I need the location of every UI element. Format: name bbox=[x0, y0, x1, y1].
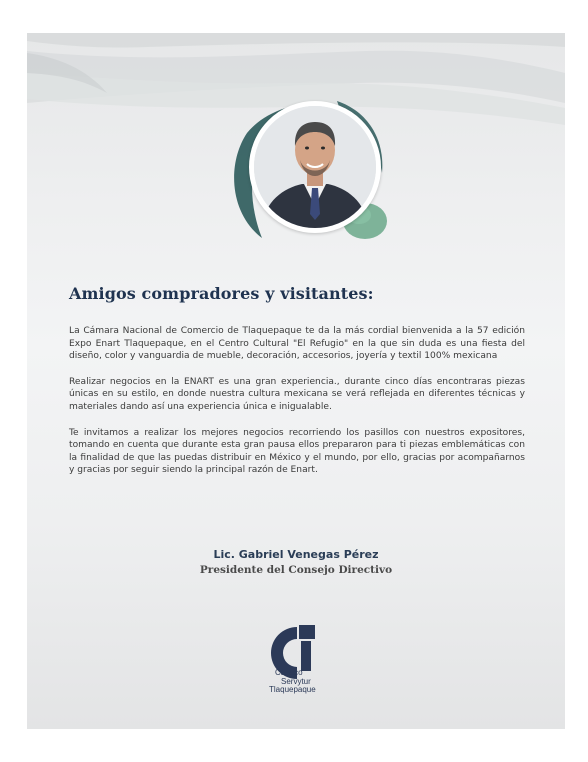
letter-heading: Amigos compradores y visitantes: bbox=[69, 284, 374, 303]
logo-line-3: Tlaquepaque bbox=[269, 685, 316, 694]
speaker-portrait-photo bbox=[249, 101, 381, 233]
paragraph-welcome: La Cámara Nacional de Comercio de Tlaquepaque te da la más cordial bienvenida a la 57 edición Expo Enart Tlaquepaque, en el Centro Cultural "El Refugio" en la que sin duda es una fiesta del diseño, color y vanguardia de mueble, decoración, accesorios, joyería y textil 100% mexicana bbox=[69, 326, 525, 362]
person-photo bbox=[254, 106, 376, 228]
logo-wordmark bbox=[267, 669, 347, 695]
paragraph-experience: Realizar negocios en la ENART es una gran experiencia., durante cinco días encontraras piezas únicas en su estilo, en donde nuestra cultura mexicana se verá reflejada en diferentes técnicas y materiales dando así una experiencia única e inigualable. bbox=[69, 376, 525, 412]
logo-line-2: Servytur bbox=[281, 676, 311, 686]
paragraph-invitation: Te invitamos a realizar los mejores negocios recorriendo los pasillos con nuestros expositores, tomando en cuenta que durante esta gran pausa ellos prepararon para ti piezas emblemáticas con la finalidad de que las puedas distribuir en México y el mundo, por ello, gracias por acompañarnos y gracias por seguir siendo la principal razón de Enart. bbox=[69, 427, 525, 476]
signer-title: Presidente del Consejo Directivo bbox=[199, 564, 393, 576]
portrait-frame bbox=[217, 93, 397, 273]
logo-line-1: Canaco bbox=[275, 668, 303, 677]
letter-body bbox=[69, 325, 525, 490]
letter-page bbox=[27, 33, 565, 729]
signer-name: Lic. Gabriel Venegas Pérez bbox=[213, 548, 379, 561]
